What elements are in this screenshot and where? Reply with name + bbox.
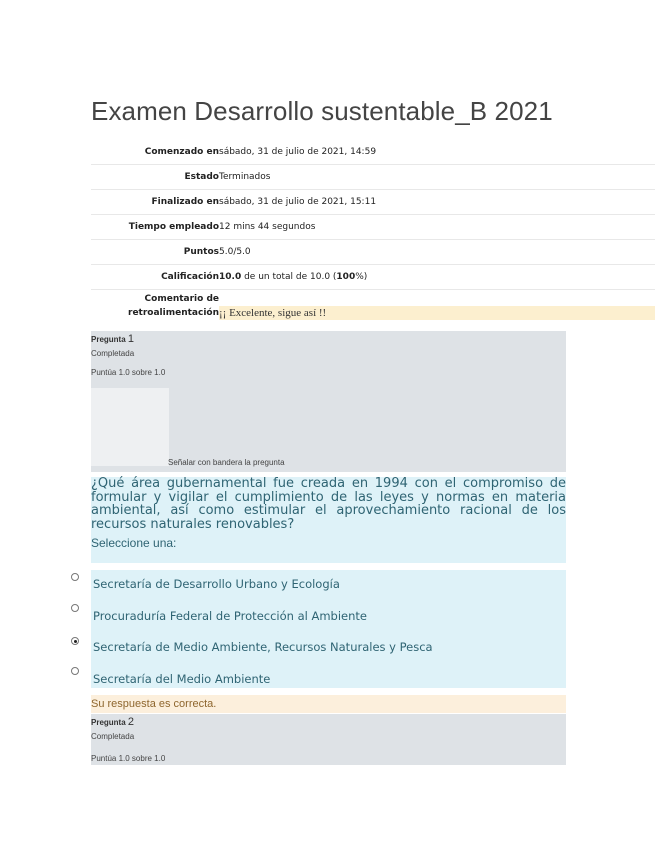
summary-row-started <box>91 140 655 164</box>
grade-percent: 100 <box>336 272 356 282</box>
question-1-info <box>91 331 566 472</box>
question-1-text: ¿Qué área gubernamental fue creada en 1994 con el compromiso de formular y vigilar el cumplimiento de las leyes y normas en materia ambiental, así como estimular el aprovechamiento racional de los recursos naturales renovables? <box>91 476 566 532</box>
question-label: Pregunta <box>91 718 126 727</box>
started-value: sábado, 31 de julio de 2021, 14:59 <box>219 147 377 157</box>
question-1-outcome: Su respuesta es correcta. <box>91 695 566 713</box>
answer-label: Secretaría de Desarrollo Urbano y Ecología <box>93 577 340 591</box>
grade-score: 10.0 <box>219 272 242 282</box>
answer-label: Secretaría del Medio Ambiente <box>93 672 271 686</box>
question-2-number <box>91 716 134 728</box>
feedback-label-line2: retroalimentación <box>128 308 219 318</box>
answer-label: Secretaría de Medio Ambiente, Recursos Naturales y Pesca <box>93 640 433 654</box>
attempt-summary <box>91 140 655 320</box>
finished-value: sábado, 31 de julio de 2021, 15:11 <box>219 197 377 207</box>
finished-label: Finalizado en <box>151 197 219 207</box>
feedback-value: ¡¡ Excelente, sigue así !! <box>219 306 655 320</box>
summary-row-time <box>91 214 655 239</box>
points-value: 5.0/5.0 <box>219 247 251 257</box>
summary-row-points <box>91 239 655 264</box>
flag-icon[interactable] <box>91 388 169 466</box>
flag-question-link[interactable]: Señalar con bandera la pregunta <box>168 458 285 467</box>
radio-button[interactable] <box>71 573 79 581</box>
question-1-number <box>91 333 134 345</box>
question-1-state: Completada <box>91 349 135 358</box>
grade-label: Calificación <box>161 272 219 282</box>
page-title: Examen Desarrollo sustentable_B 2021 <box>91 96 553 126</box>
grade-total: de un total de 10.0 ( <box>241 272 337 282</box>
grade-value <box>219 272 655 282</box>
question-1-text-block <box>91 477 566 563</box>
grade-close: %) <box>355 272 368 282</box>
answer-label: Procuraduría Federal de Protección al Ambiente <box>93 609 367 623</box>
question-2-state: Completada <box>91 732 135 741</box>
time-value: 12 mins 44 segundos <box>219 222 316 232</box>
question-number: 1 <box>127 333 135 345</box>
summary-row-state <box>91 164 655 189</box>
question-label: Pregunta <box>91 335 126 344</box>
question-1-answers <box>91 570 566 688</box>
state-label: Estado <box>184 172 219 182</box>
summary-row-finished <box>91 189 655 214</box>
question-1-mark: Puntúa 1.0 sobre 1.0 <box>91 368 166 377</box>
summary-row-grade <box>91 264 655 289</box>
radio-button[interactable] <box>71 667 79 675</box>
radio-button-selected[interactable] <box>71 637 79 645</box>
question-number: 2 <box>127 716 135 728</box>
feedback-label-line1: Comentario de <box>144 294 219 304</box>
summary-row-feedback <box>91 289 655 320</box>
feedback-label <box>91 292 219 320</box>
time-label: Tiempo empleado <box>128 222 219 232</box>
points-label: Puntos <box>183 247 219 257</box>
question-2-mark: Puntúa 1.0 sobre 1.0 <box>91 754 166 763</box>
question-1-prompt: Seleccione una: <box>91 536 177 550</box>
started-label: Comenzado en <box>144 147 219 157</box>
radio-button[interactable] <box>71 604 79 612</box>
state-value: Terminados <box>219 172 271 182</box>
question-2-info <box>91 714 566 765</box>
